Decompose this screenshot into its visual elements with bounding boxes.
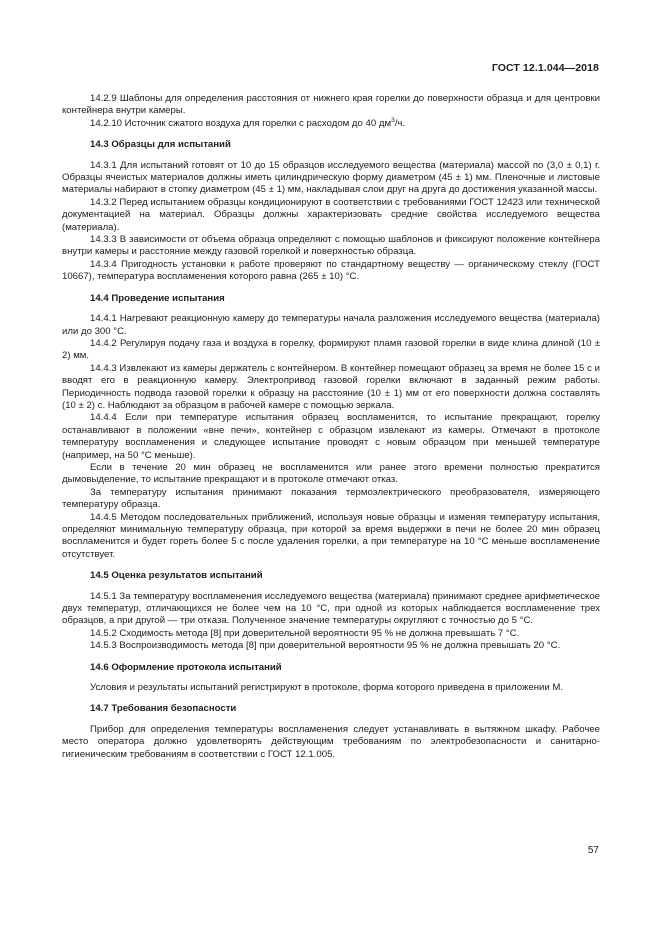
page-number: 57 [587,845,599,856]
section-heading-14-7: 14.7 Требования безопасности [90,703,237,715]
paragraph-14-2-10 [62,118,600,130]
paragraph-14-4-2: 14.4.2 Регулируя подачу газа и воздуха в горелку, формируют пламя газовой горелки в виде клина длиной (10 ± 2) мм. [62,337,600,362]
section-heading-14-4: 14.4 Проведение испытания [90,292,225,304]
paragraph-14-6: Условия и результаты испытаний регистрируют в протоколе, форма которого приведена в приложении М. [90,682,564,694]
document-body [62,93,600,761]
paragraph-14-5-2: 14.5.2 Сходимость метода [8] при доверительной вероятности 95 % не должна превышать 7 °С. [90,627,520,639]
paragraph-14-4-4-continued: Если в течение 20 мин образец не воспламенится или ранее этого времени полностью прекратится дымовыделение, то испытание прекращают и в протоколе отмечают отказ. [62,461,600,486]
paragraph-14-2-9: 14.2.9 Шаблоны для определения расстояния от нижнего края горелки до поверхности образца и для центровки контейнера внутри камеры. [62,93,600,117]
paragraph-14-3-4: 14.3.4 Пригодность установки к работе проверяют по стандартному веществу — органическому стеклу (ГОСТ 10667), температура воспламенения которого равна (265 ± 10) °С. [62,258,600,283]
paragraph-14-4-1: 14.4.1 Нагревают реакционную камеру до температуры начала разложения исследуемого вещества (материала) или до 300 °С. [62,313,600,337]
paragraph-14-3-2: 14.3.2 Перед испытанием образцы кондиционируют в соответствии с требованиями ГОСТ 12423 или технической документацией на материал. Образцы должны характеризовать средние свойства исследуемого вещества (материала). [62,196,600,233]
paragraph-14-4-4-temperature: За температуру испытания принимают показания термоэлектрического преобразователя, измеряющего температуру образца. [62,486,600,511]
page-header-standard-number: ГОСТ 12.1.044—2018 [491,62,599,74]
paragraph-14-2-10-unit: /ч. [394,117,406,129]
paragraph-14-7: Прибор для определения температуры воспламенения следует устанавливать в вытяжном шкафу. Рабочее место оператора должно удовлетворять действующим требованиям по электробезопасности и санитарно-гигиеническим требованиям в соответствии с ГОСТ 12.1.005. [62,723,600,760]
section-heading-14-6: 14.6 Оформление протокола испытаний [90,661,282,673]
paragraph-14-5-1: 14.5.1 За температуру воспламенения исследуемого вещества (материала) принимают среднее арифметическое двух температур, отличающихся не более чем на 10 °С, при одной из которых наблюдается воспламенение трех образцов, а при другой — три отказа. Полученное значение температуры округляют с точностью до 5 °С. [62,590,600,627]
paragraph-14-3-1: 14.3.1 Для испытаний готовят от 10 до 15 образцов исследуемого вещества (материала) массой по (3,0 ± 0,1) г. Образцы ячеистых материалов должны иметь цилиндрическую форму диаметром (45 ± 1) мм. Пленочные и листовые материалы набирают в стопку диаметром (45 ± 1) мм, накладывая слои друг на друга до достижения указанной массы. [62,159,600,196]
superscript-cubic: 3 [391,116,395,124]
section-heading-14-5: 14.5 Оценка результатов испытаний [90,570,263,582]
paragraph-14-3-3: 14.3.3 В зависимости от объема образца определяют с помощью шаблонов и фиксируют положение контейнера внутри камеры и расстояние между газовой горелкой и поверхностью образца. [62,234,600,258]
paragraph-14-4-4: 14.4.4 Если при температуре испытания образец воспламенится, то испытание прекращают, горелку останавливают в положении «вне печи», контейнер с образцом извлекают из камеры. Отмечают в протоколе температуру воспламенения и следующее испытание проводят с новым образцом при меньшей температуре (например, на 50 °С меньше). [62,412,600,461]
paragraph-14-5-3: 14.5.3 Воспроизводимость метода [8] при доверительной вероятности 95 % не должна превышать 20 °С. [90,640,561,652]
section-heading-14-3: 14.3 Образцы для испытаний [90,139,231,151]
paragraph-14-4-3: 14.4.3 Извлекают из камеры держатель с контейнером. В контейнер помещают образец за время не более 15 с и вводят его в реакционную камеру. Электропривод газовой горелки включают в заданный режим работы. Периодичность подвода газовой горелки к образцу на расстояние (10 ± 1) мм от его поверхности должна составлять (10 ± 2) с. Наблюдают за образцом в рабочей камере с помощью зеркала. [62,362,600,411]
paragraph-14-4-5: 14.4.5 Методом последовательных приближений, используя новые образцы и изменяя температуру испытания, определяют минимальную температуру образца, при которой за время выдержки в печи не более 20 мин образец воспламенится и будет гореть более 5 с после удаления горелки, а при температуре на 10 °С меньше воспламенение отсутствует. [62,511,600,560]
paragraph-14-2-10-text: 14.2.10 Источник сжатого воздуха для горелки с расходом до 40 дм [90,117,392,129]
